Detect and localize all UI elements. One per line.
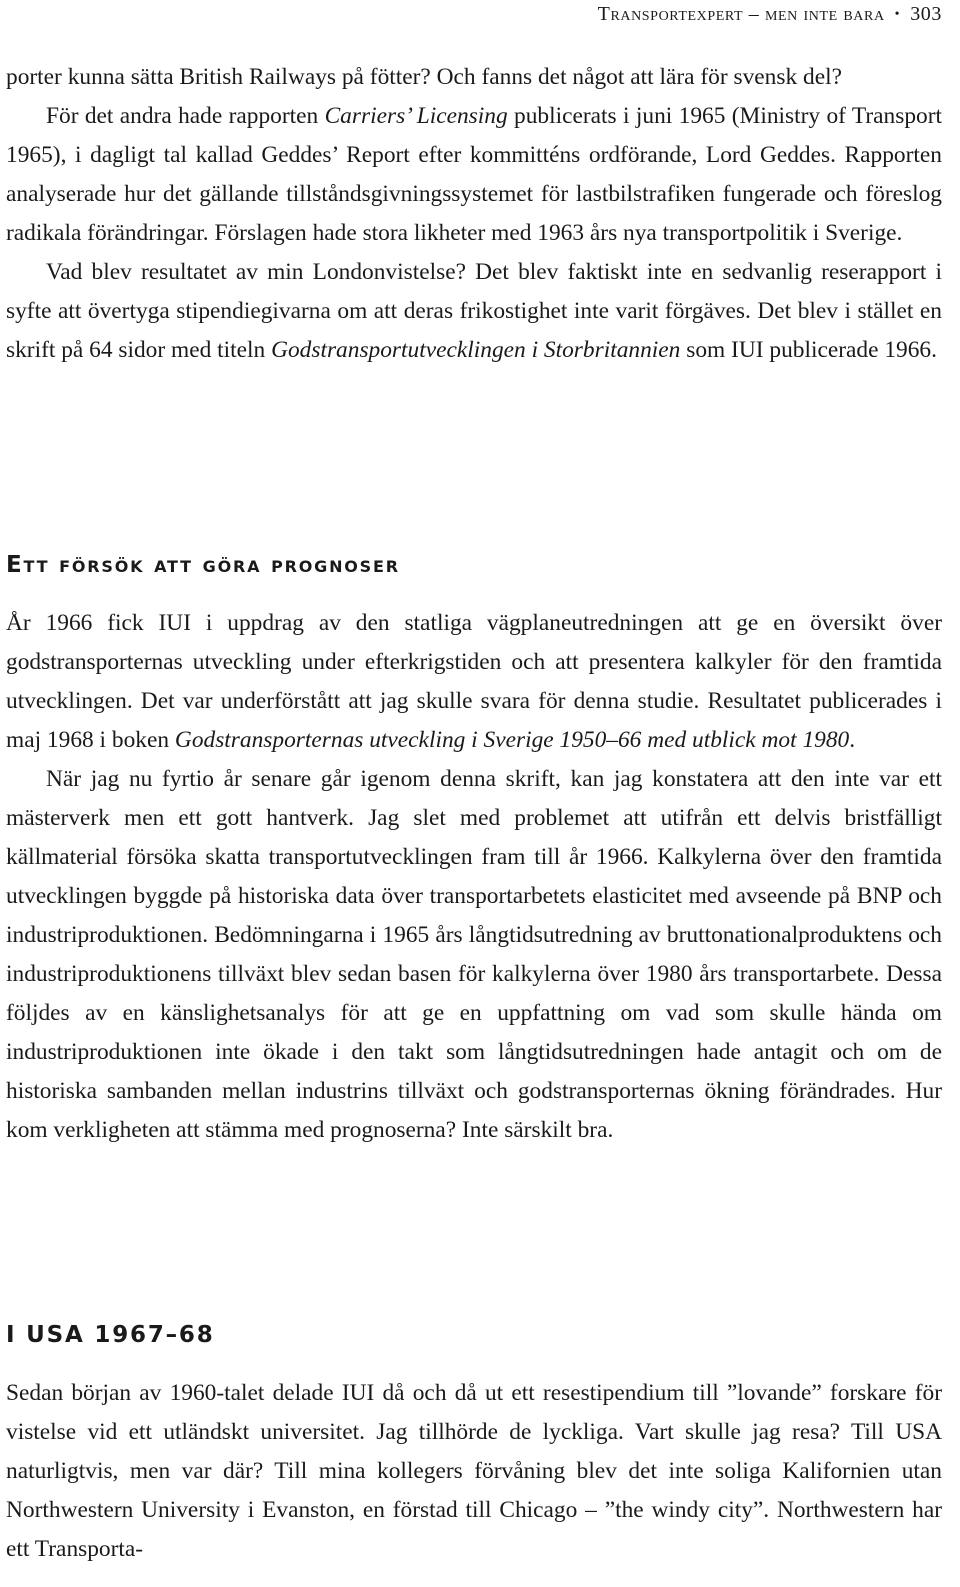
paragraph-1: porter kunna sätta British Railways på fötter? Och fanns det något att lära för svensk del? bbox=[6, 64, 842, 90]
running-header bbox=[6, 0, 942, 28]
paragraph-3-text-start: Vad blev resultatet av min Londonvistelse? Det blev faktiskt inte en sedvanlig reserapport i syfte att övertyga stipendiegivarna om att deras frikostighet inte varit förgäves. Det blev i stället en skrift på 64 sidor med titeln bbox=[6, 259, 942, 363]
paragraph-4-text-start: År 1966 fick IUI i uppdrag av den statliga vägplaneutredningen att ge en översikt över godstransporternas utveckling under efterkrigstiden och att presentera kalkyler för den framtida utvecklingen. Det var underförstått att jag skulle svara för denna studie. Resultatet publicerades i maj 1968 i boken bbox=[6, 610, 942, 753]
section-heading-usa: I USA 1967–68 bbox=[6, 1322, 215, 1348]
paragraph-5: När jag nu fyrtio år senare går igenom denna skrift, kan jag konstatera att den inte var ett mästerverk men ett gott hantverk. Jag slet med problemet att utifrån ett delvis bristfälligt källmaterial försöka skatta transportutvecklingen fram till år 1966. Kalkylerna över den framtida utvecklingen byggde på historiska data över transportarbetets elasticitet med avseende på BNP och industriproduktionen. Bedömningarna i 1965 års långtidsutredning av bruttonationalproduktens och industriproduktionens tillväxt blev sedan basen för kalkylerna över 1980 års transportarbete. Dessa följdes av en känslighetsanalys för att ge en uppfattning om vad som skulle hända om industriproduktionen inte ökade i den takt som långtidsutredningen hade antagit och om de historiska sambanden mellan industrins tillväxt och godstransporternas ökning förändrades. Hur kom verkligheten att stämma med prognoserna? Inte särskilt bra. bbox=[6, 766, 942, 1143]
section-heading-prognoser: Ett försök att göra prognoser bbox=[6, 552, 400, 578]
page-number: 303 bbox=[910, 3, 942, 25]
paragraph-2 bbox=[6, 97, 942, 253]
paragraph-4-text-end: . bbox=[849, 727, 856, 753]
paragraph-3-text-end: som IUI publicerade 1966. bbox=[680, 337, 937, 363]
section-prognoser-body bbox=[6, 604, 942, 1150]
paragraph-2-text-end: publicerats i juni 1965 (Ministry of Transport 1965), i dagligt tal kallad Geddes’ Report efter kommitténs ordförande, Lord Geddes. Rapporten analyserade hur det gällande tillståndsgivningssystemet för lastbilstrafiken fungerade och föreslog radikala förändringar. Förslagen hade stora likheter med 1963 års nya transportpolitik i Sverige. bbox=[6, 103, 943, 246]
paragraph-2-text-start: För det andra hade rapporten bbox=[46, 103, 325, 129]
bullet-separator: • bbox=[894, 7, 901, 22]
italic-title-carriers-licensing: Carriers’ Licensing bbox=[324, 103, 508, 129]
section-intro-body bbox=[6, 58, 942, 370]
section-usa-body bbox=[6, 1374, 942, 1569]
running-title: Transportexpert – men inte bara bbox=[597, 3, 885, 25]
italic-title-godstransportutvecklingen: Godstransportutvecklingen i Storbritannien bbox=[271, 337, 681, 363]
paragraph-4 bbox=[6, 604, 942, 760]
paragraph-3 bbox=[6, 253, 942, 370]
italic-title-godstransporternas-utveckling: Godstransporternas utveckling i Sverige 1950–66 med utblick mot 1980 bbox=[174, 727, 850, 753]
paragraph-6: Sedan början av 1960-talet delade IUI då och då ut ett resestipendium till ”lovande” forskare för vistelse vid ett utländskt universitet. Jag tillhörde de lyckliga. Vart skulle jag resa? Till USA naturligtvis, men var där? Till mina kollegers förvåning blev det inte soliga Kalifornien utan Northwestern University i Evanston, en förstad till Chicago – ”the windy city”. Northwestern har ett Transporta- bbox=[6, 1380, 942, 1562]
